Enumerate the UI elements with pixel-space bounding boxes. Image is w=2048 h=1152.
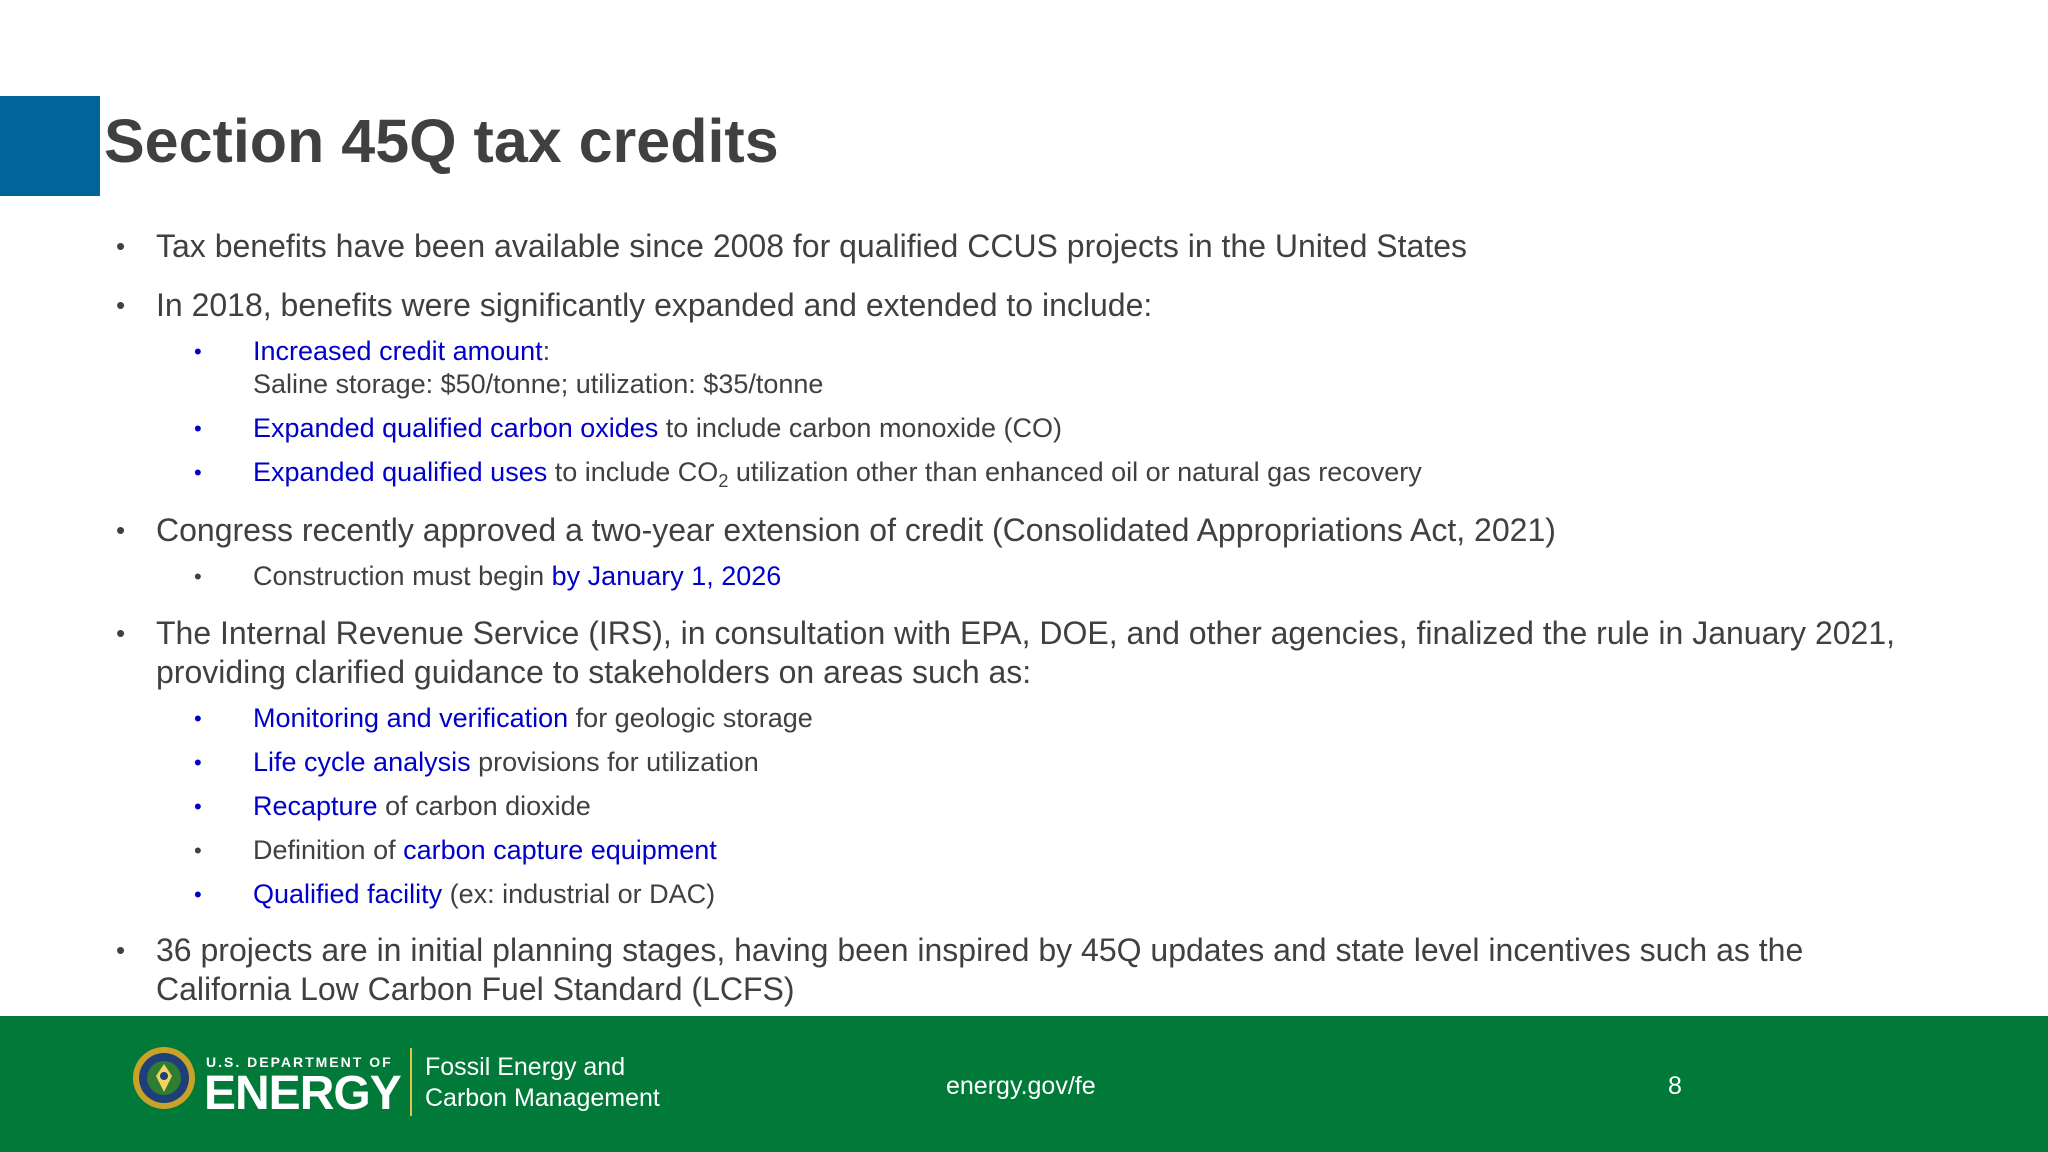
plain-text: of carbon dioxide (377, 791, 591, 821)
logo-energy-text: ENERGY (204, 1067, 401, 1120)
sub-bullet-monitoring (194, 702, 813, 735)
office-line-2: Carbon Management (425, 1084, 660, 1112)
bullet-dot: • (194, 838, 202, 863)
bullet-dot: • (116, 515, 126, 545)
doe-seal-icon (132, 1046, 196, 1110)
plain-text: for geologic storage (568, 703, 813, 733)
bullet-3 (116, 511, 1556, 550)
plain-text: Saline storage: $50/tonne; utilization: $35/tonne (253, 369, 824, 399)
bullet-text: 36 projects are in initial planning stages, having been inspired by 45Q updates and state level incentives such as the (156, 932, 1804, 968)
title-accent-block (0, 96, 100, 196)
bullet-dot: • (116, 618, 126, 648)
sub-bullet-qualified-facility (194, 878, 716, 911)
footer-divider (410, 1048, 412, 1116)
plain-text: Definition of (253, 835, 404, 865)
office-line-1: Fossil Energy and (425, 1053, 626, 1081)
logo-department-text: U.S. DEPARTMENT OF (206, 1054, 393, 1070)
bullet-text: California Low Carbon Fuel Standard (LCFS) (156, 971, 795, 1007)
bullet-dot: • (116, 935, 126, 965)
bullet-5 (116, 931, 1804, 1009)
sub-bullet-increased-credit (194, 335, 824, 401)
bullet-text: Congress recently approved a two-year extension of credit (Consolidated Appropriations Act, 2021) (156, 512, 1556, 548)
page-number: 8 (1668, 1072, 1682, 1100)
sub-bullet-life-cycle (194, 746, 759, 779)
plain-text: to include carbon monoxide (CO) (658, 413, 1062, 443)
bullet-2 (116, 286, 1153, 325)
sub-bullet-construction (194, 560, 782, 593)
bullet-text: Tax benefits have been available since 2008 for qualified CCUS projects in the United States (156, 228, 1467, 264)
plain-text: to include CO (547, 457, 719, 487)
sub-bullet-carbon-oxides (194, 412, 1062, 445)
bullet-text: The Internal Revenue Service (IRS), in consultation with EPA, DOE, and other agencies, finalized the rule in January 2021, (156, 615, 1896, 651)
bullet-dot: • (194, 750, 202, 775)
highlight-text: Life cycle analysis (253, 747, 471, 777)
subscript: 2 (718, 471, 729, 491)
bullet-dot: • (194, 339, 202, 364)
office-name (425, 1052, 660, 1114)
sub-bullet-definition (194, 834, 717, 867)
slide-title: Section 45Q tax credits (104, 107, 779, 175)
plain-text: utilization other than enhanced oil or natural gas recovery (728, 457, 1422, 487)
bullet-4 (116, 614, 1896, 692)
slide-footer (0, 1016, 2048, 1152)
highlight-text: Expanded qualified carbon oxides (253, 413, 659, 443)
bullet-text: In 2018, benefits were significantly expanded and extended to include: (156, 287, 1153, 323)
sub-bullet-recapture (194, 790, 591, 823)
plain-text: (ex: industrial or DAC) (442, 879, 716, 909)
bullet-dot: • (194, 794, 202, 819)
bullet-text: providing clarified guidance to stakeholders on areas such as: (156, 654, 1032, 690)
highlight-text: Qualified facility (253, 879, 443, 909)
bullet-dot: • (194, 882, 202, 907)
bullet-dot: • (194, 416, 202, 441)
highlight-text: Increased credit amount (253, 336, 543, 366)
bullet-dot: • (194, 564, 202, 589)
sub-bullet-qualified-uses (194, 456, 1422, 491)
highlight-text: carbon capture equipment (403, 835, 717, 865)
plain-text: : (542, 336, 551, 366)
website-link[interactable]: energy.gov/fe (946, 1072, 1096, 1100)
bullet-dot: • (116, 290, 126, 320)
bullet-dot: • (194, 460, 202, 485)
highlight-text: by January 1, 2026 (551, 561, 782, 591)
plain-text: provisions for utilization (470, 747, 759, 777)
bullet-1 (116, 227, 1467, 266)
highlight-text: Monitoring and verification (253, 703, 569, 733)
bullet-dot: • (194, 706, 202, 731)
plain-text: Construction must begin (253, 561, 552, 591)
bullet-dot: • (116, 231, 126, 261)
highlight-text: Recapture (253, 791, 378, 821)
highlight-text: Expanded qualified uses (253, 457, 548, 487)
